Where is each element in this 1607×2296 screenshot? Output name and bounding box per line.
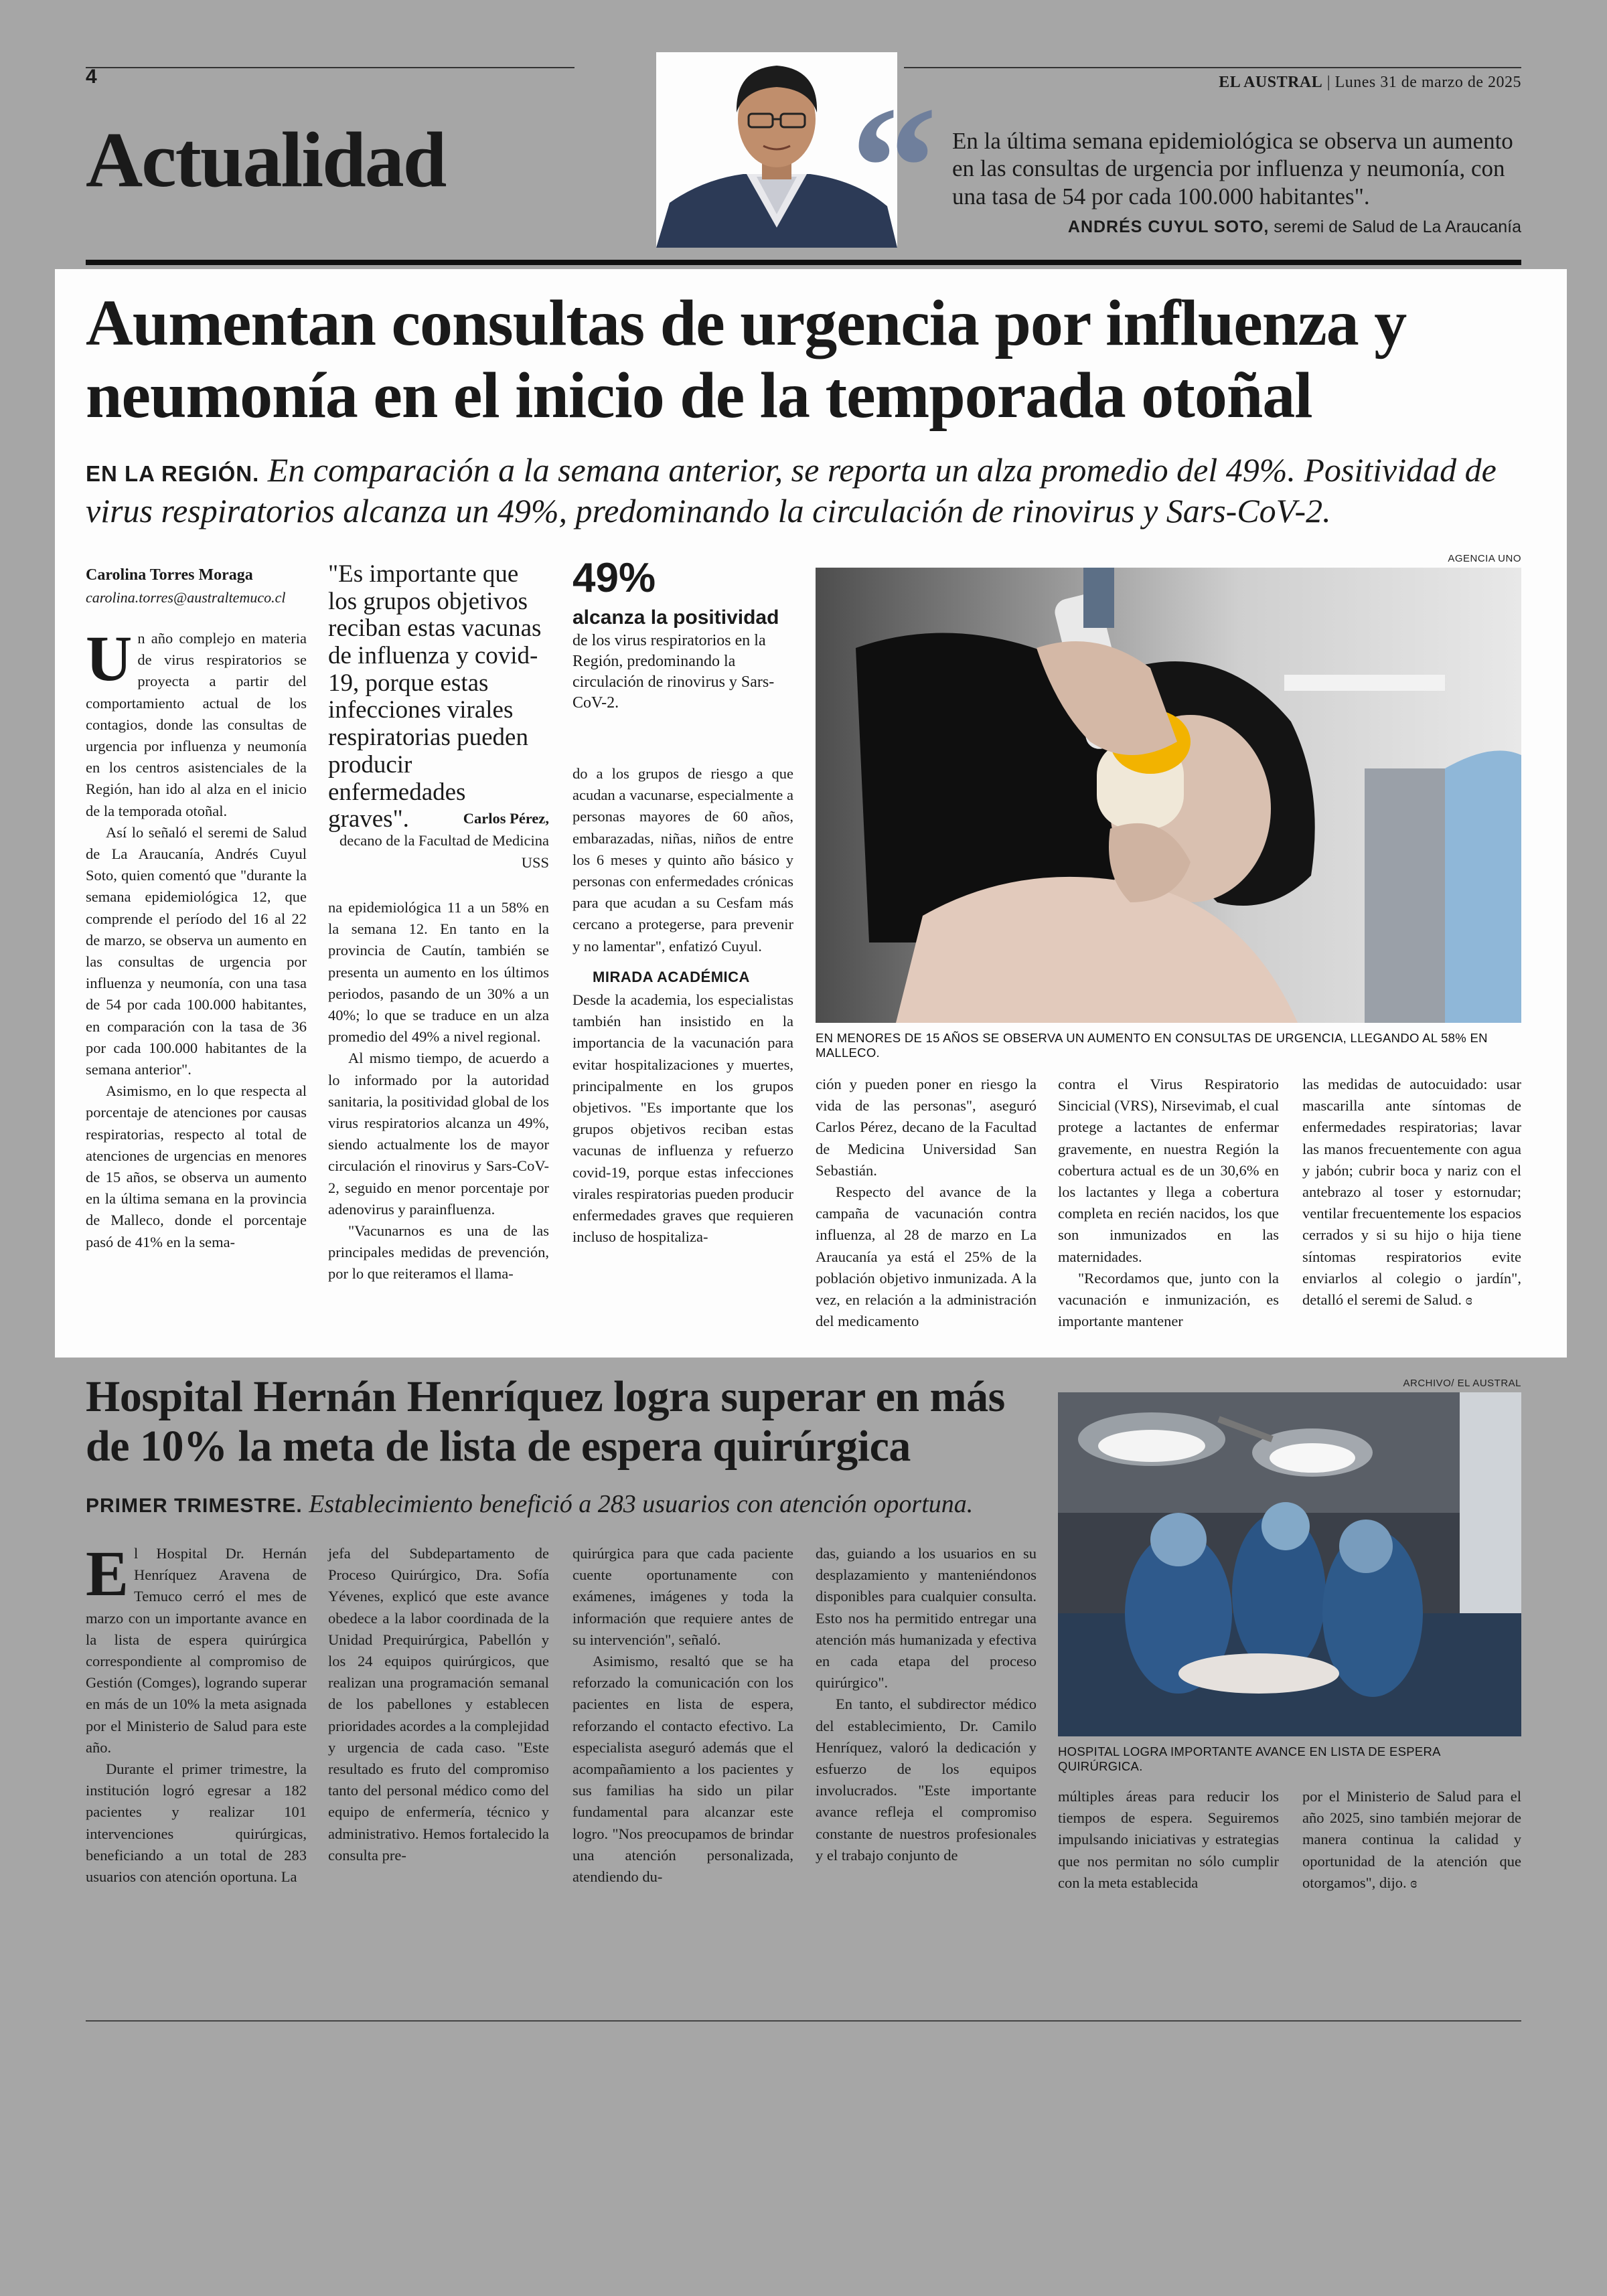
main-col6-p1: las medidas de autocuidado: usar mascarilla ante síntomas de enfermedades respiratorias; lavar las manos frecuentemente con agua y jabón; cubrir boca y nariz con el antebrazo al toser y estornudar; ventilar frecuentemente los espacios cerrados y si su hijo o hija tiene síntomas respiratorios evite enviarlos al colegio o jardín", detalló el seremi de Salud. xyxy=(1302,1076,1521,1309)
second-photo-credit: ARCHIVO/ EL AUSTRAL xyxy=(1403,1378,1521,1389)
second-column-1 xyxy=(86,1538,307,1888)
main-column-1 xyxy=(86,623,307,1253)
main-photo-credit: AGENCIA UNO xyxy=(1448,553,1521,564)
second-col3-p1: quirúrgica para que cada paciente cuente oportunamente con exámenes, imágenes y toda la información que requiere antes de su intervención", señaló. xyxy=(572,1545,793,1648)
main-col5-p2: "Recordamos que, junto con la vacunación e inmunización, es importante mantener xyxy=(1058,1269,1279,1330)
main-column-5 xyxy=(1058,1074,1279,1332)
header-rule-right xyxy=(904,67,1521,68)
main-col1-p2: Así lo señaló el seremi de Salud de La Araucanía, Andrés Cuyul Soto, quien comentó que "durante la semana epidemiológica 12, que comprende el período del 16 al 22 de marzo, se observa un aumento en las consultas de urgencia por influenza y neumonía, con una tasa de 54 por cada 100.000 habitantes, en comparación con la tasa de 36 por cada 100.000 habitantes de la semana anterior". xyxy=(86,823,307,1078)
main-col1-p1: n año complejo en materia de virus respiratorios se proyecta a partir del comportamiento actual de los contagios, donde las consultas de urgencia por influenza y neumonía en los centros asistenciales de la Región, han ido al alza en el inicio de la temporada otoñal. xyxy=(86,630,307,819)
main-col2-p2: Al mismo tiempo, de acuerdo a lo informado por la autoridad sanitaria, la positividad global de los virus respiratorios alcanza un 49%, siendo actualmente los de mayor circulación el rinovirus y Sars-CoV-2, seguido en menor porcentaje por adenovirus y parainfluenza. xyxy=(328,1050,549,1218)
main-column-3 xyxy=(572,763,793,1248)
second-column-5 xyxy=(1058,1786,1279,1894)
main-kicker: EN LA REGIÓN. xyxy=(86,461,260,486)
main-col2-p1: na epidemiológica 11 a un 58% en la semana 12. En tanto en la provincia de Cautín, también se presenta un aumento en los últimos periodos, pasando de un 30% a un 40%; lo que se traduce en un alza promedio del 49% a nivel regional. xyxy=(328,899,549,1046)
second-col2-p1: jefa del Subdepartamento de Proceso Quirúrgico, Dra. Sofía Yévenes, explicó que este avance obedece a la labor coordinada de la Unidad Prequirúrgica, Pabellón y los 24 equipos quirúrgicos, que realizan una programación semanal de los pabellones y establecen prioridades acordes a la complejidad y urgencia de cada caso. "Este resultado es fruto del compromiso tanto del personal médico como del equipo de enfermería, técnico y administrativo. Hemos fortalecido la consulta pre- xyxy=(328,1545,549,1864)
second-col4-p1: das, guiando a los usuarios en su desplazamiento y manteniéndonos disponibles para cualquier consulta. Esto nos ha permitido entregar una atención más humanizada y efectiva en cada etapa del proceso quirúrgico". xyxy=(816,1545,1037,1692)
publication-date: Lunes 31 de marzo de 2025 xyxy=(1334,74,1521,91)
main-column-4 xyxy=(816,1074,1037,1332)
second-deck-text: Establecimiento benefició a 283 usuarios con atención oportuna. xyxy=(309,1490,974,1518)
second-column-2 xyxy=(328,1543,549,1866)
masthead: EL AUSTRAL | Lunes 31 de marzo de 2025 xyxy=(1219,74,1521,91)
highlight-attribution xyxy=(328,807,549,874)
highlight-name: Carlos Pérez, xyxy=(463,810,549,827)
main-col1-p3: Asimismo, en lo que respecta al porcentaje de atenciones por causas respiratorias, respecto al total de atenciones de urgencias en menores de 15 años, se observa un aumento en la última semana en la provincia de Malleco, donde el porcentaje pasó de 41% en la sema- xyxy=(86,1082,307,1250)
pull-quote-author xyxy=(1068,218,1521,237)
main-drop-cap: U xyxy=(86,623,133,694)
main-column-6 xyxy=(1302,1074,1521,1311)
page-number: 4 xyxy=(86,66,97,88)
highlight-quote: "Es importante que los grupos objetivos reciban estas vacunas de influenza y covid-19, porque estas infecciones virales respiratorias pueden producir enfermedades graves". xyxy=(328,560,542,833)
second-photo-caption: HOSPITAL LOGRA IMPORTANTE AVANCE EN LISTA DE ESPERA QUIRÚRGICA. xyxy=(1058,1744,1440,1773)
main-column-2 xyxy=(328,897,549,1285)
second-kicker: PRIMER TRIMESTRE. xyxy=(86,1495,303,1517)
second-column-3 xyxy=(572,1543,793,1888)
second-col1-p1: l Hospital Dr. Hernán Henríquez Aravena de Temuco cerró el mes de marzo con un importante avance en la lista de espera quirúrgica correspondiente al compromiso de Gestión (Comges), logrando superar en más de un 10% la meta asignada por el Ministerio de Salud para este año. xyxy=(86,1545,307,1756)
end-mark-icon: ɞ xyxy=(1465,1291,1472,1309)
publication-name: EL AUSTRAL xyxy=(1219,74,1323,91)
author-email[interactable]: carolina.torres@australtemuco.cl xyxy=(86,588,286,606)
second-drop-cap: E xyxy=(86,1538,129,1609)
second-col5-p1: múltiples áreas para reducir los tiempos de espera. Seguiremos impulsando iniciativas y estrategias que nos permitan no sólo cumplir con la meta establecida xyxy=(1058,1788,1279,1891)
stat-text xyxy=(572,605,787,713)
second-col6-p1: por el Ministerio de Salud para el año 2025, sino también mejorar de manera continua la calidad y oportunidad de la atención que otorgamos", dijo. xyxy=(1302,1788,1521,1891)
main-headline: Aumentan consultas de urgencia por influenza y neumonía en el inicio de la temporada otoñal xyxy=(86,287,1407,432)
pull-quote-author-name: ANDRÉS CUYUL SOTO, xyxy=(1067,218,1270,236)
main-col4-p2: Respecto del avance de la campaña de vacunación contra influenza, al 28 de marzo en La Araucanía ya está el 25% de la población objetivo inmunizada. A la vez, en relación a la administración del medicamento xyxy=(816,1183,1037,1330)
main-photo-caption: EN MENORES DE 15 AÑOS SE OBSERVA UN AUMENTO EN CONSULTAS DE URGENCIA, LLEGANDO AL 58% EN MALLECO. xyxy=(816,1031,1488,1060)
quote-mark-icon: “ xyxy=(850,71,937,264)
header-rule-left xyxy=(86,67,575,68)
main-col2-p3: "Vacunarnos es una de las principales medidas de prevención, por lo que reiteramos el llama- xyxy=(328,1222,549,1283)
main-col3-p2: Desde la academia, los especialistas también han insistido en la importancia de la vacunación para evitar hospitalizaciones y muertes, principalmente en los grupos objetivos. "Es importante que los grupos objetivos reciban estas vacunas de influenza y refuerzo covid-19, porque estas infecciones virales respiratorias pueden producir enfermedades graves que requieren incluso de hospitaliza- xyxy=(572,991,793,1246)
section-title: Actualidad xyxy=(86,116,446,203)
second-end-mark-icon: ɞ xyxy=(1410,1874,1418,1891)
second-deck xyxy=(86,1489,1057,1519)
main-deck-text: En comparación a la semana anterior, se reporta un alza promedio del 49%. Positividad de virus respiratorios alcanza un 49%, predominando la circulación de rinovirus y Sars-CoV-2. xyxy=(86,451,1497,529)
second-col3-p2: Asimismo, resaltó que se ha reforzado la comunicación con los pacientes en lista de espera, reforzando el contacto efectivo. La especialista aseguró además que el acompañamiento a los pacientes y sus familias ha sido un pilar fundamental para alcanzar este logro. "Nos preocupamos de brindar una atención personalizada, atendiendo du- xyxy=(572,1653,793,1886)
main-col5-p1: contra el Virus Respiratorio Sincicial (VRS), Nirsevimab, el cual protege a lactantes de enfermar gravemente, en nuestra Región la cobertura actual es de un 30,6% en los lactantes y llega a cobertura completa en recién nacidos, los que son inmunizados en las maternidades. xyxy=(1058,1076,1279,1265)
author-name: Carolina Torres Moraga xyxy=(86,566,253,584)
highlight-role: decano de la Facultad de Medicina USS xyxy=(339,832,549,871)
main-col4-p1: ción y pueden poner en riesgo la vida de las personas", aseguró Carlos Pérez, decano de la Facultad de Medicina Universidad San Sebastián. xyxy=(816,1076,1037,1179)
stat-lead: alcanza la positividad xyxy=(572,606,779,629)
second-col1-p2: Durante el primer trimestre, la institución logró egresar a 182 pacientes y realizar 101 intervenciones quirúrgicas, beneficiando a un total de 283 usuarios con atención oportuna. La xyxy=(86,1760,307,1886)
page-bottom-rule xyxy=(86,2020,1521,2022)
second-headline: Hospital Hernán Henríquez logra superar en más de 10% la meta de lista de espera quirúrgica xyxy=(86,1372,1005,1471)
main-subhead: MIRADA ACADÉMICA xyxy=(593,968,750,985)
second-column-4 xyxy=(816,1543,1037,1866)
byline xyxy=(86,564,285,608)
second-column-6 xyxy=(1302,1786,1521,1894)
second-photo xyxy=(1058,1392,1521,1736)
stat-number: 49% xyxy=(572,555,656,601)
section-divider xyxy=(86,260,1521,265)
main-deck xyxy=(86,450,1532,531)
main-photo xyxy=(816,568,1521,1023)
pull-quote-author-role: seremi de Salud de La Araucanía xyxy=(1274,218,1521,236)
stat-detail: de los virus respiratorios en la Región, predominando la circulación de rinovirus y Sars-CoV-2. xyxy=(572,632,775,712)
main-col3-p1: do a los grupos de riesgo a que acudan a vacunarse, especialmente a personas mayores de 60 años, embarazadas, niñas, niños de entre los 6 meses y quinto año básico y personas con enfermedades crónicas para que acudan a su Cesfam más cercano a protegerse, para prevenir y no lamentar", enfatizó Cuyul. xyxy=(572,765,793,955)
pull-quote-text: En la última semana epidemiológica se observa un aumento en las consultas de urgencia por influenza y neumonía, con una tasa de 54 por cada 100.000 habitantes". xyxy=(952,128,1513,210)
second-col4-p2: En tanto, el subdirector médico del establecimiento, Dr. Camilo Henríquez, valoró la dedicación y esfuerzo de los equipos involucrados. "Este importante avance refleja el compromiso constante de nuestros profesionales y el trabajo conjunto de xyxy=(816,1696,1037,1864)
